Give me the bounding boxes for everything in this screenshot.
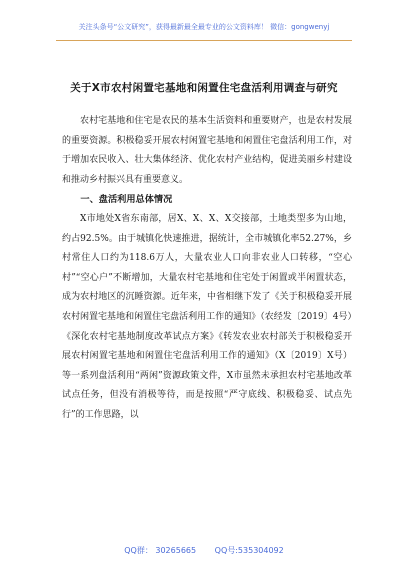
section-paragraph: X市地处X省东南部，居X、X、X、X交接部，土地类型多为山地，约占92.5%。由于城镇化快速推进，据统计，全市城镇化率52.27%，乡村常住人口约为118.6万人，大量农业人口向非农业人口转移，“空心村”“空心户”不断增加，大量农村宅基地和住宅处于闲置或半闲置状态，成为农村地区的沉睡资源。近年来，中省相继下发了《关于积极稳妥开展农村闲置宅基地和闲置住宅盘活利用工作的通知》（农经发〔2019〕4号）《深化农村宅基地制度改革试点方案》《转发农业农村部关于积极稳妥开展农村闲置宅基地和闲置住宅盘活利用工作的通知》（X〔2019〕X号）等一系列盘活利用“两闲”资源政策文件，X市虽然未承担农村宅基地改革试点任务，但没有消极等待，而是按照“严守底线、积极稳妥、试点先行”的工作思路，以 — [62, 213, 352, 420]
qq-number: QQ号:535304092 — [214, 546, 284, 555]
document-body — [62, 112, 352, 426]
section-heading: 一、盘活利用总体情况 — [80, 194, 173, 206]
intro-paragraph: 农村宅基地和住宅是农民的基本生活资料和重要财产，也是农村发展的重要资源。积极稳妥开展农村闲置宅基地和闲置住宅盘活利用工作，对于增加农民收入、壮大集体经济、优化农村产业结构，促进美丽乡村建设和推动乡村振兴具有重要意义。 — [62, 116, 352, 185]
header-banner: 关注头条号“公文研究”，获得最新最全最专业的公文资料库！ 微信：gongwenyj — [78, 23, 330, 31]
qq-group: QQ群： 30265665 — [124, 546, 197, 555]
document-title: 关于X市农村闲置宅基地和闲置住宅盘活利用调查与研究 — [70, 82, 338, 94]
header-divider — [56, 40, 352, 41]
footer-contact — [0, 545, 408, 556]
